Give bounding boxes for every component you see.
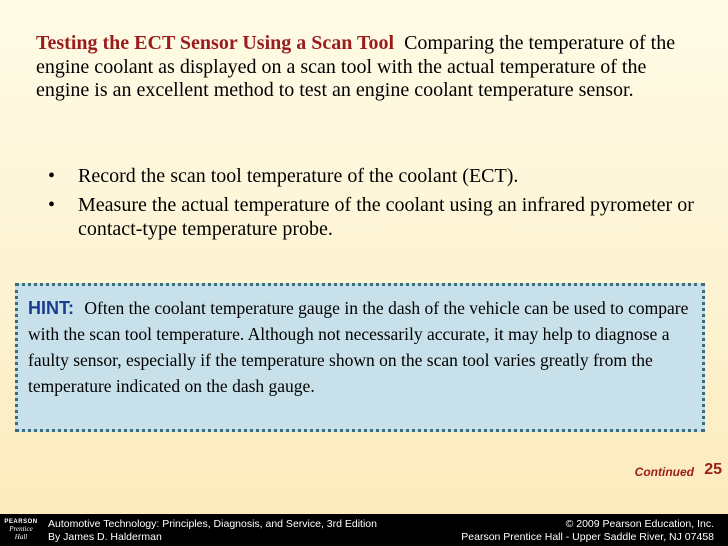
page-number: 25: [704, 461, 722, 478]
footer-book-info: [48, 518, 377, 544]
footer-publisher-line: Pearson Prentice Hall - Upper Saddle River, NJ 07458: [461, 531, 714, 543]
hint-box: [15, 283, 705, 432]
bullet-list: [48, 164, 708, 246]
footer-bar: [0, 514, 728, 546]
footer-author: By James D. Halderman: [48, 531, 162, 543]
intro-paragraph: [36, 32, 696, 103]
hint-text: Often the coolant temperature gauge in the dash of the vehicle can be used to compare with the scan tool temperature. Although not necessarily accurate, it may help to diagnose a faulty sensor, especially if the temperature shown on the scan tool varies greatly from the temperature indicated on the dash gauge.: [28, 298, 689, 396]
publisher-logo: PEARSON Prentice Hall: [4, 519, 38, 541]
bullet-icon: •: [48, 165, 56, 187]
intro-heading: Testing the ECT Sensor Using a Scan Tool: [36, 32, 395, 54]
bullet-text: Measure the actual temperature of the coolant using an infrared pyrometer or contact-type temperature probe.: [78, 193, 694, 240]
list-item: [48, 164, 708, 189]
footer-book-title: Automotive Technology: Principles, Diagnosis, and Service, 3rd Edition: [48, 518, 377, 530]
continued-label: Continued: [634, 465, 694, 479]
bullet-text: Record the scan tool temperature of the coolant (ECT).: [78, 165, 519, 187]
hint-label: HINT:: [28, 298, 74, 318]
list-item: [48, 193, 708, 242]
footer-copyright: [461, 518, 714, 544]
footer-copyright-line: © 2009 Pearson Education, Inc.: [565, 518, 714, 530]
bullet-icon: •: [48, 193, 56, 216]
intro-text: Comparing the temperature of the engine coolant as displayed on a scan tool with the actual temperature of the engine is an excellent method to test an engine coolant temperature sensor.: [36, 32, 676, 101]
